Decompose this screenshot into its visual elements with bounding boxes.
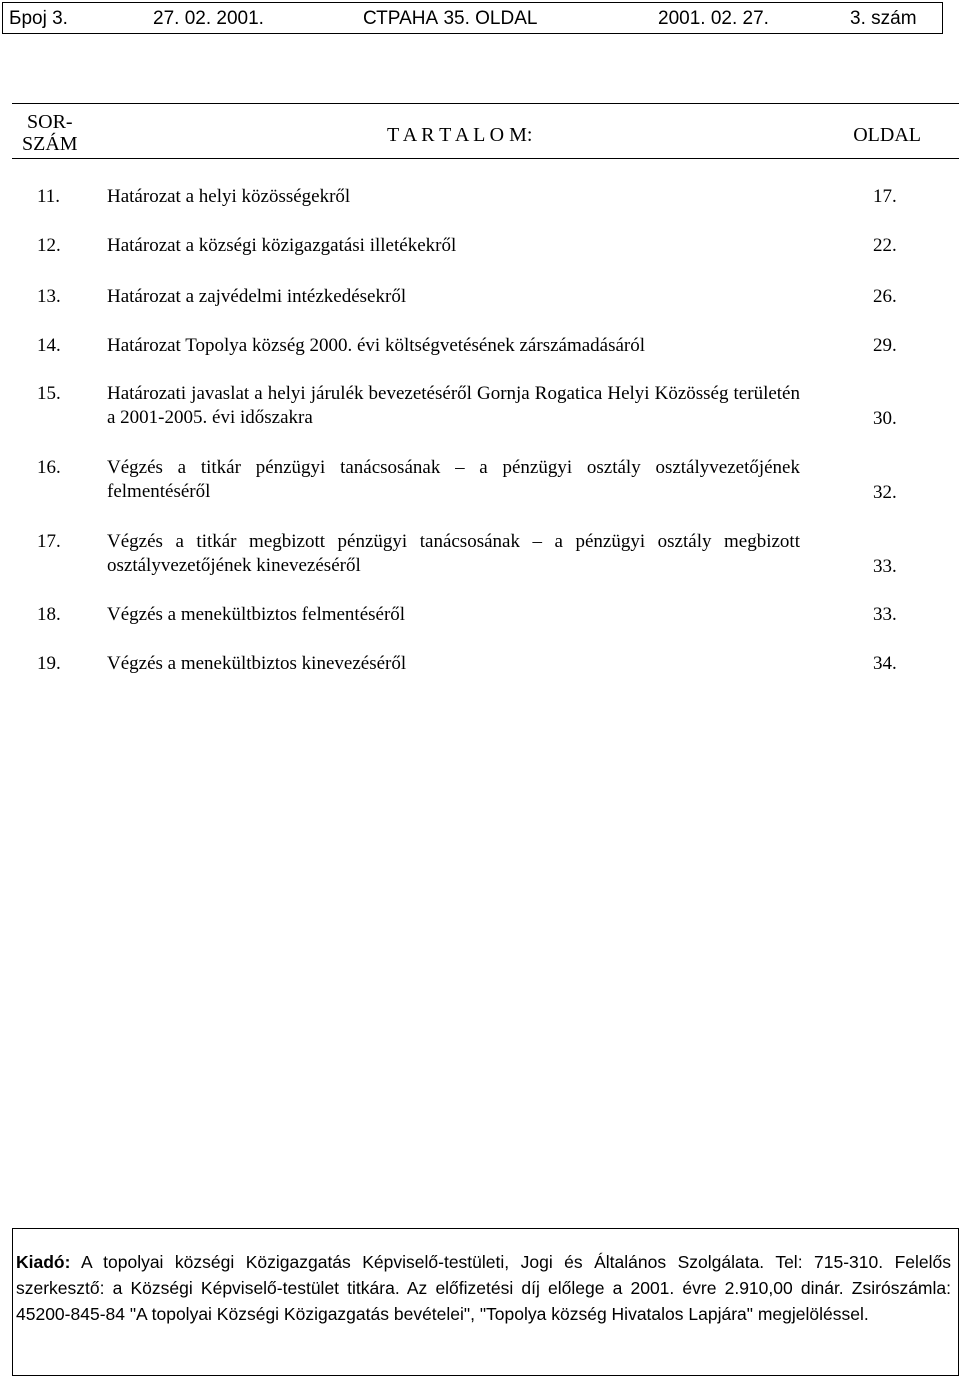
publisher-footer [12, 1228, 959, 1376]
toc-entry-title: Határozat a zajvédelmi intézkedésekről [107, 286, 407, 307]
toc-entry-number: 15. [37, 383, 61, 404]
toc-entry-number: 19. [37, 653, 61, 674]
issue-number-hungarian: 3. szám [850, 8, 917, 29]
publisher-info [16, 1249, 951, 1327]
toc-entry-page: 26. [873, 286, 897, 307]
toc-entry-number: 12. [37, 235, 61, 256]
toc-title: T A R T A L O M: [387, 124, 533, 146]
toc-entry-number: 14. [37, 335, 61, 356]
toc-entry-title: Határozat a helyi közösségekről [107, 186, 351, 207]
toc-entry-number: 11. [37, 186, 61, 207]
toc-entry-title: Végzés a menekültbiztos felmentéséről [107, 604, 406, 625]
toc-entry-page: 33. [873, 556, 897, 577]
publisher-label: Kiadó: [16, 1252, 71, 1272]
toc-entry-page: 22. [873, 235, 897, 256]
page-number: СТРАНА 35. OLDAL [363, 8, 538, 29]
toc-entry-page: 29. [873, 335, 897, 356]
date-serbian: 27. 02. 2001. [153, 8, 264, 29]
toc-entry-title: Határozat a községi közigazgatási illetékekről [107, 235, 457, 256]
toc-header [12, 103, 959, 159]
toc-entry-page: 34. [873, 653, 897, 674]
toc-entry-title: Végzés a titkár megbizott pénzügyi tanácsosának – a pénzügyi osztály megbizott osztályvezetőjének kinevezéséről [107, 531, 800, 576]
toc-column-number-line1: SOR- [27, 111, 73, 133]
toc-entry-number: 13. [37, 286, 61, 307]
toc-column-number-line2: SZÁM [22, 133, 78, 155]
toc-entry-title: Végzés a menekültbiztos kinevezéséről [107, 653, 407, 674]
issue-number-serbian: Број 3. [9, 8, 68, 29]
toc-entry-page: 33. [873, 604, 897, 625]
toc-entry-page: 17. [873, 186, 897, 207]
toc-entry-number: 17. [37, 531, 61, 552]
publisher-text: A topolyai községi Közigazgatás Képviselő-testületi, Jogi és Általános Szolgálata. Tel: 715-310. Felelős szerkesztő: a Községi Képviselő-testület titkára. Az előfizetési díj előlege a 2001. évre 2.910,00 dinár. Zsirószámla: 45200-845-84 "A topolyai Községi Közigazgatás bevételei", "Topolya község Hivatalos Lapjára" megjelöléssel. [16, 1252, 951, 1324]
date-hungarian: 2001. 02. 27. [658, 8, 769, 29]
toc-entry-number: 18. [37, 604, 61, 625]
page-header [2, 2, 943, 34]
toc-entry-title: Határozati javaslat a helyi járulék bevezetéséről Gornja Rogatica Helyi Közösség területén a 2001-2005. évi időszakra [107, 383, 800, 428]
toc-entry-title: Végzés a titkár pénzügyi tanácsosának – a pénzügyi osztály osztályvezetőjének felmentéséről [107, 457, 800, 502]
toc-entry-number: 16. [37, 457, 61, 478]
toc-entry-page: 30. [873, 408, 897, 429]
toc-entry-title: Határozat Topolya község 2000. évi költségvetésének zárszámadásáról [107, 335, 646, 356]
toc-column-number [22, 111, 78, 155]
toc-entry-page: 32. [873, 482, 897, 503]
toc-column-page: OLDAL [853, 124, 921, 146]
